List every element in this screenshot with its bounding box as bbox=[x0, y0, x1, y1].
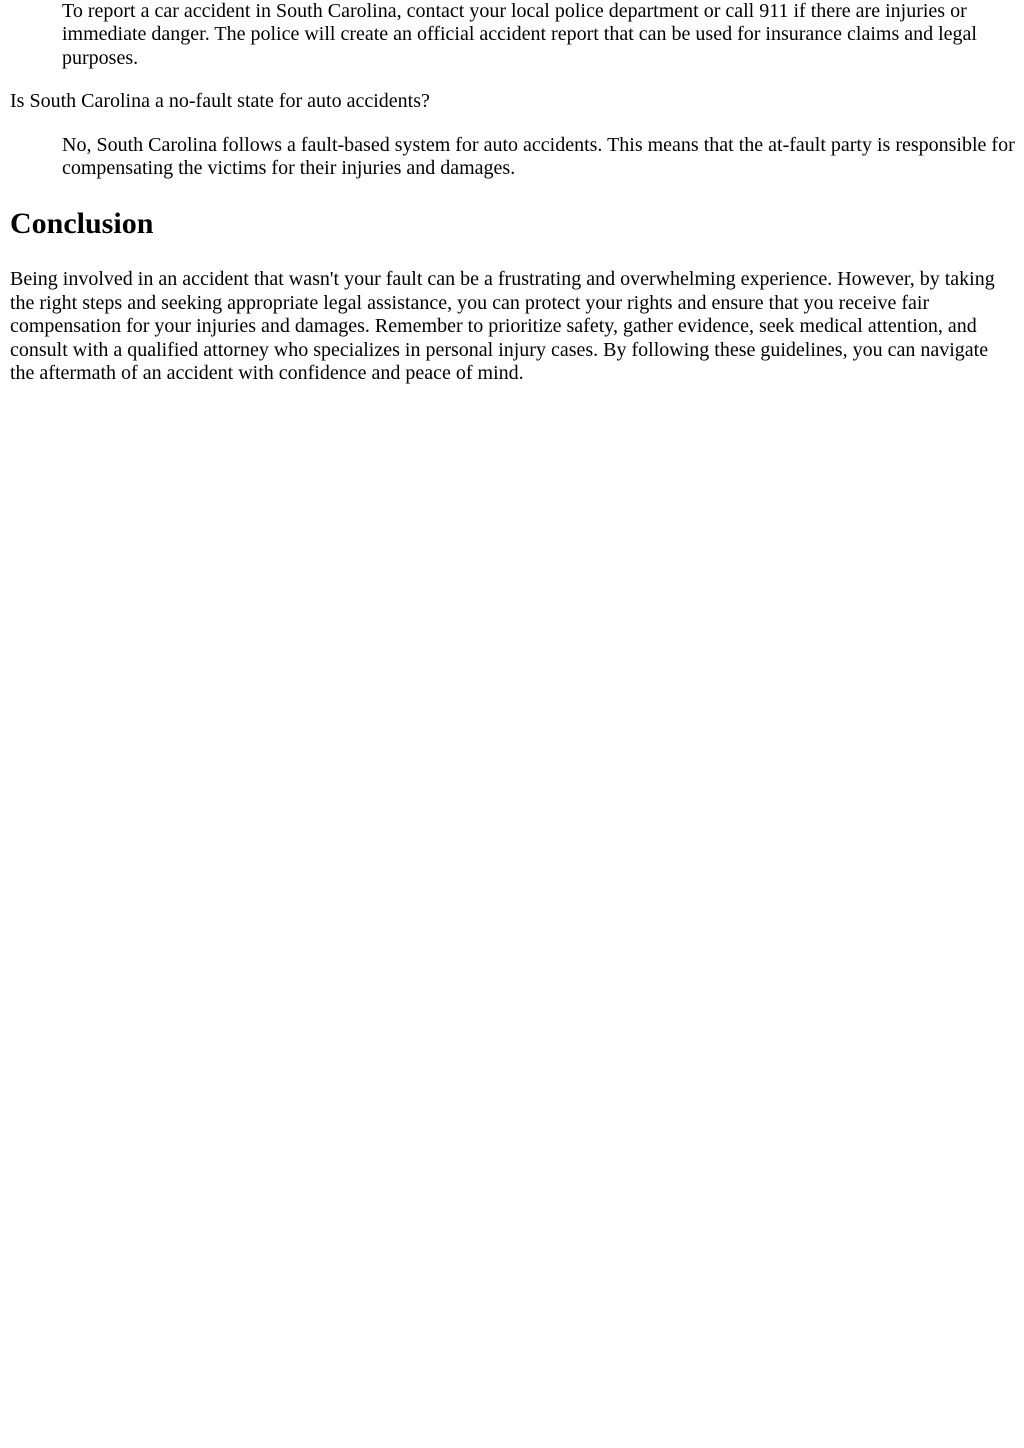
faq-list bbox=[10, 0, 1016, 180]
faq-answer-no-fault: No, South Carolina follows a fault-based system for auto accidents. This means that the at-fault party is responsible for compensating the victims for their injuries and damages. bbox=[62, 133, 1015, 180]
conclusion-heading: Conclusion bbox=[10, 207, 154, 241]
conclusion-paragraph: Being involved in an accident that wasn't your fault can be a frustrating and overwhelming experience. However, by taking the right steps and seeking appropriate legal assistance, you can protect your rights and ensure that you receive fair compensation for your injuries and damages. Remember to prioritize safety, gather evidence, seek medical attention, and consult with a qualified attorney who specializes in personal injury cases. By following these guidelines, you can navigate the aftermath of an accident with confidence and peace of mind. bbox=[10, 268, 995, 385]
faq-answer-report-accident: To report a car accident in South Carolina, contact your local police department or call 911 if there are injuries or immediate danger. The police will create an official accident report that can be used for insurance claims and legal purposes. bbox=[62, 0, 977, 69]
faq-question-no-fault: Is South Carolina a no-fault state for auto accidents? bbox=[10, 90, 430, 113]
